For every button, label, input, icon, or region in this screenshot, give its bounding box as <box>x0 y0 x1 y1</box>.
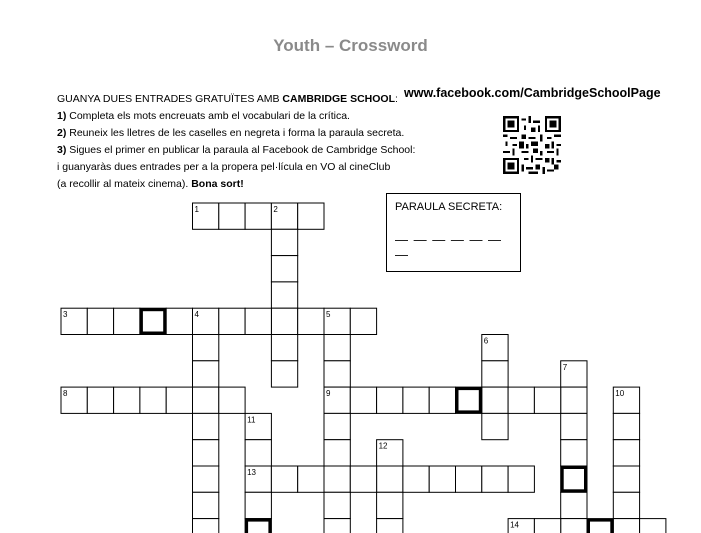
crossword-cell[interactable] <box>508 466 534 492</box>
clue-number: 11 <box>247 415 256 425</box>
clue-number: 1 <box>194 205 199 214</box>
crossword-cell[interactable] <box>377 466 403 492</box>
good-luck-bold: Bona sort! <box>191 178 244 190</box>
crossword-cell[interactable] <box>324 413 350 439</box>
clue-number: 6 <box>483 336 489 346</box>
instruction-step-2: 2) Reuneix les lletres de les caselles en negreta i forma la paraula secreta. <box>57 127 405 139</box>
clue-number: 4 <box>194 310 199 320</box>
crossword-cell[interactable] <box>403 466 429 492</box>
crossword-cell[interactable] <box>271 229 297 255</box>
crossword-cell[interactable] <box>561 413 587 439</box>
crossword-cell[interactable] <box>298 203 324 229</box>
crossword-cell[interactable] <box>482 361 508 387</box>
clue-number: 9 <box>326 389 331 399</box>
crossword-cell[interactable] <box>245 440 271 466</box>
crossword-cell[interactable] <box>193 335 219 361</box>
crossword-cell[interactable] <box>324 466 350 492</box>
facebook-url[interactable]: www.facebook.com/CambridgeSchoolPage <box>404 86 661 100</box>
clue-number: 7 <box>562 362 568 372</box>
clue-number: 13 <box>247 468 257 477</box>
crossword-cell[interactable] <box>193 519 219 533</box>
crossword-cell[interactable] <box>561 492 587 518</box>
crossword-cell[interactable] <box>429 466 455 492</box>
crossword-cell[interactable] <box>245 492 271 518</box>
crossword-cell[interactable] <box>87 308 113 334</box>
clue-number: 10 <box>615 389 625 399</box>
crossword-cell[interactable] <box>166 308 192 334</box>
crossword-cell[interactable] <box>534 387 560 413</box>
crossword-cell[interactable] <box>324 335 350 361</box>
clue-number: 5 <box>326 310 331 320</box>
crossword-cell[interactable] <box>193 413 219 439</box>
crossword-cell[interactable] <box>114 308 140 334</box>
crossword-cell[interactable] <box>456 466 482 492</box>
crossword-cell[interactable] <box>271 335 297 361</box>
crossword-cell[interactable] <box>219 387 245 413</box>
crossword-cell[interactable] <box>140 308 166 334</box>
crossword-cell[interactable] <box>350 308 376 334</box>
crossword-cell[interactable] <box>271 466 297 492</box>
clue-number: 3 <box>63 310 68 320</box>
crossword-cell[interactable] <box>561 466 587 492</box>
crossword-cell[interactable] <box>561 440 587 466</box>
crossword-cell[interactable] <box>324 361 350 387</box>
crossword-cell[interactable] <box>298 466 324 492</box>
crossword-cell[interactable] <box>482 466 508 492</box>
crossword-cell[interactable] <box>87 387 113 413</box>
crossword-cell[interactable] <box>534 519 560 533</box>
crossword-cell[interactable] <box>377 492 403 518</box>
page-title: Youth – Crossword <box>273 36 428 55</box>
crossword-cell[interactable] <box>219 203 245 229</box>
instruction-step-3: 3) Sigues el primer en publicar la paraula al Facebook de Cambridge School: <box>57 144 416 156</box>
crossword-cell[interactable] <box>613 413 639 439</box>
secret-word-label: PARAULA SECRETA: <box>395 201 503 213</box>
clue-number: 8 <box>63 389 68 399</box>
crossword-cell[interactable] <box>245 203 271 229</box>
clue-number: 12 <box>378 441 388 451</box>
crossword-cell[interactable] <box>377 387 403 413</box>
instructions-intro: GUANYA DUES ENTRADES GRATUÏTES AMB CAMBRIDGE SCHOOL: <box>57 93 398 105</box>
instruction-step-3-line-3: (a recollir al mateix cinema). Bona sort! <box>57 178 244 190</box>
crossword-cell[interactable] <box>271 282 297 308</box>
clue-number: 14 <box>510 520 520 530</box>
crossword-cell[interactable] <box>271 361 297 387</box>
crossword-cell[interactable] <box>508 387 534 413</box>
cambridge-school-bold: CAMBRIDGE SCHOOL <box>282 93 395 105</box>
crossword-cell[interactable] <box>114 387 140 413</box>
secret-word-blanks: — — — — — — — <box>395 232 503 262</box>
crossword-cell[interactable] <box>271 256 297 282</box>
crossword-cell[interactable] <box>140 387 166 413</box>
crossword-cell[interactable] <box>193 492 219 518</box>
crossword-cell[interactable] <box>193 387 219 413</box>
crossword-cell[interactable] <box>613 492 639 518</box>
crossword-cell[interactable] <box>350 466 376 492</box>
crossword-cell[interactable] <box>324 519 350 533</box>
crossword-cell[interactable] <box>166 387 192 413</box>
crossword-cell[interactable] <box>350 387 376 413</box>
crossword-cell[interactable] <box>613 466 639 492</box>
crossword-cell[interactable] <box>324 440 350 466</box>
crossword-cell[interactable] <box>561 387 587 413</box>
crossword-cell[interactable] <box>298 308 324 334</box>
crossword-cell[interactable] <box>613 440 639 466</box>
clue-number: 2 <box>273 205 278 214</box>
crossword-cell[interactable] <box>377 519 403 533</box>
crossword-cell[interactable] <box>193 440 219 466</box>
crossword-cell[interactable] <box>482 387 508 413</box>
crossword-cell[interactable] <box>245 308 271 334</box>
crossword-cell[interactable] <box>324 492 350 518</box>
crossword-cell[interactable] <box>613 519 639 533</box>
crossword-cell[interactable] <box>640 519 666 533</box>
crossword-cell[interactable] <box>456 387 482 413</box>
crossword-cell[interactable] <box>429 387 455 413</box>
crossword-cell[interactable] <box>482 413 508 439</box>
crossword-cell[interactable] <box>193 361 219 387</box>
crossword-cell[interactable] <box>219 308 245 334</box>
instruction-step-3-line-2: i guanyaràs dues entrades per a la propera pel·lícula en VO al cineClub <box>57 161 391 173</box>
crossword-cell[interactable] <box>403 387 429 413</box>
crossword-cell[interactable] <box>193 466 219 492</box>
crossword-cell[interactable] <box>271 308 297 334</box>
instruction-step-1: 1) Completa els mots encreuats amb el vocabulari de la crítica. <box>57 110 350 122</box>
crossword-cell[interactable] <box>561 519 587 533</box>
